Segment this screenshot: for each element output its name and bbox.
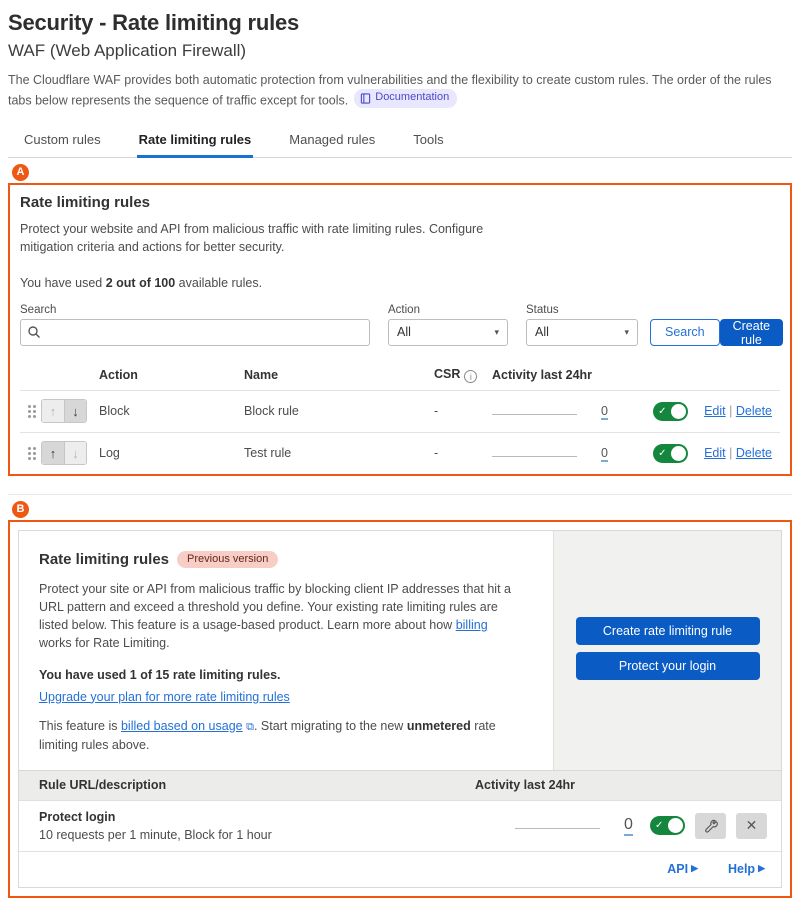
legacy-description-tail: works for Rate Limiting. xyxy=(39,636,170,651)
usage-prefix: You have used xyxy=(20,275,106,290)
rule-action: Block xyxy=(99,404,130,419)
rule-csr: - xyxy=(434,446,439,461)
chevron-right-icon: ▶ xyxy=(691,863,698,874)
info-icon[interactable]: i xyxy=(464,370,477,383)
action-select-value: All xyxy=(397,325,411,340)
legacy-card-footer xyxy=(19,851,781,887)
section-a-heading: Rate limiting rules xyxy=(20,193,151,211)
billing-note-mid: . Start migrating to the new xyxy=(253,718,407,733)
check-icon: ✓ xyxy=(655,820,664,832)
link-separator: | xyxy=(729,446,733,461)
section-b-legacy-rate-limiting xyxy=(8,520,792,898)
col-action: Action xyxy=(99,367,138,382)
rule-name: Block rule xyxy=(244,404,299,419)
tab-custom-rules[interactable]: Custom rules xyxy=(24,131,101,147)
rule-csr: - xyxy=(434,404,439,419)
search-field-group xyxy=(20,304,370,346)
tab-managed-rules[interactable]: Managed rules xyxy=(289,131,376,147)
status-label: Status xyxy=(526,303,559,316)
create-rate-limiting-rule-button[interactable]: Create rate limiting rule xyxy=(576,617,760,645)
create-rule-button[interactable]: Create rule xyxy=(720,319,784,346)
table-row xyxy=(20,432,780,474)
chevron-down-icon: ▾ xyxy=(494,326,499,337)
activity-count[interactable]: 0 xyxy=(624,816,633,836)
csr-label: CSR xyxy=(434,366,461,381)
search-input[interactable] xyxy=(20,319,370,346)
help-link[interactable] xyxy=(728,862,765,876)
drag-handle-icon[interactable] xyxy=(28,405,31,408)
search-icon xyxy=(27,325,41,339)
api-link[interactable] xyxy=(667,862,698,876)
wrench-icon xyxy=(704,819,718,833)
row-links xyxy=(704,404,772,418)
activity-sparkline xyxy=(492,445,577,457)
usage-count: 2 out of 100 xyxy=(105,275,176,290)
action-select[interactable] xyxy=(388,319,508,346)
billing-note-tail: rate limiting rules above. xyxy=(39,718,496,752)
move-up-button[interactable]: ↑ xyxy=(42,400,64,422)
move-up-button[interactable]: ↑ xyxy=(42,442,64,464)
filter-bar xyxy=(20,304,780,346)
section-divider xyxy=(8,494,792,495)
row-links xyxy=(704,446,772,460)
col-activity xyxy=(492,368,632,382)
edit-link[interactable]: Edit xyxy=(704,446,726,461)
previous-version-badge: Previous version xyxy=(177,551,278,568)
status-select-value: All xyxy=(535,325,549,340)
link-separator: | xyxy=(729,404,733,419)
activity-count[interactable]: 0 xyxy=(601,447,608,463)
rule-name: Test rule xyxy=(244,446,292,461)
usage-summary xyxy=(20,276,780,290)
legacy-table-header xyxy=(19,770,781,800)
api-label: API xyxy=(667,861,689,876)
check-icon: ✓ xyxy=(658,405,667,417)
section-a-rate-limiting-rules xyxy=(8,183,792,476)
billing-link[interactable]: billing xyxy=(455,618,488,633)
delete-link[interactable]: Delete xyxy=(735,404,772,419)
legacy-description xyxy=(39,580,519,653)
rule-action: Log xyxy=(99,446,120,461)
col-activity: Activity last 24hr xyxy=(475,778,576,793)
page-description-text: The Cloudflare WAF provides both automatic protection from vulnerabilities and the flexibility to create custom rules. The order of the rules tabs below represents the sequence of traffic except for tools. xyxy=(8,73,772,108)
reorder-controls xyxy=(41,441,87,465)
unmetered-emphasis: unmetered xyxy=(406,718,471,733)
search-label: Search xyxy=(20,303,57,316)
legacy-info-panel xyxy=(19,531,553,770)
upgrade-plan-link[interactable]: Upgrade your plan for more rate limiting rules xyxy=(39,689,290,704)
delete-rule-button[interactable] xyxy=(736,813,767,839)
activity-label: Activity last 24hr xyxy=(492,367,593,382)
search-button[interactable]: Search xyxy=(650,319,720,346)
toggle-knob xyxy=(668,818,683,833)
close-icon: ✕ xyxy=(745,817,758,834)
edit-link[interactable]: Edit xyxy=(704,404,726,419)
annotation-marker-b: B xyxy=(12,501,29,518)
rule-enabled-toggle[interactable] xyxy=(653,444,688,463)
rules-tabbar xyxy=(8,126,792,158)
toggle-knob xyxy=(671,404,686,419)
legacy-card xyxy=(18,530,782,888)
legacy-rule-description: 10 requests per 1 minute, Block for 1 hour xyxy=(39,827,272,842)
legacy-rule-title: Protect login xyxy=(39,809,116,824)
page-title: Security - Rate limiting rules xyxy=(8,10,300,35)
toggle-knob xyxy=(671,446,686,461)
help-label: Help xyxy=(727,861,756,876)
move-down-button[interactable]: ↓ xyxy=(64,400,86,422)
drag-handle-icon[interactable] xyxy=(28,447,31,450)
rule-activity xyxy=(492,445,632,463)
page-subtitle: WAF (Web Application Firewall) xyxy=(8,41,247,60)
legacy-usage: You have used 1 of 15 rate limiting rules. xyxy=(39,668,281,683)
legacy-description-text: Protect your site or API from malicious traffic by blocking client IP addresses that hit a URL pattern and exceed a threshold you define. Your existing rate limiting rules are listed below. This feature is a usage-based product. Learn more about how xyxy=(39,581,511,633)
edit-rule-button[interactable] xyxy=(695,813,726,839)
chevron-right-icon: ▶ xyxy=(758,863,765,874)
table-row xyxy=(20,390,780,432)
documentation-label: Documentation xyxy=(375,91,450,104)
activity-count[interactable]: 0 xyxy=(601,405,608,421)
tab-tools[interactable]: Tools xyxy=(413,131,444,147)
rule-activity xyxy=(492,403,632,421)
page-description xyxy=(8,71,792,110)
check-icon: ✓ xyxy=(658,447,667,459)
billed-usage-link[interactable]: billed based on usage xyxy=(120,718,243,733)
billing-note-prefix: This feature is xyxy=(39,718,121,733)
legacy-rule-info xyxy=(39,810,272,842)
chevron-down-icon: ▾ xyxy=(624,326,629,337)
reorder-controls xyxy=(41,399,87,423)
rules-table-header xyxy=(20,362,780,390)
legacy-rule-toggle[interactable] xyxy=(650,816,685,835)
rules-table xyxy=(20,362,780,474)
move-down-button[interactable]: ↓ xyxy=(64,442,86,464)
action-filter-group xyxy=(388,304,508,346)
activity-sparkline xyxy=(515,817,600,829)
col-csr xyxy=(434,367,492,384)
rule-enabled-toggle[interactable] xyxy=(653,402,688,421)
usage-suffix: available rules. xyxy=(175,275,263,290)
billing-note xyxy=(39,717,519,754)
legacy-heading: Rate limiting rules xyxy=(39,550,170,568)
book-icon xyxy=(360,93,371,104)
status-select[interactable] xyxy=(526,319,638,346)
legacy-actions-panel xyxy=(553,531,781,770)
legacy-rule-row xyxy=(19,800,781,851)
external-link-icon: ⧉ xyxy=(246,720,254,733)
section-a-description: Protect your website and API from malicious traffic with rate limiting rules. Configure mitigation criteria and actions for better security. xyxy=(20,221,484,254)
documentation-link[interactable] xyxy=(354,89,457,108)
col-name: Name xyxy=(244,367,279,382)
annotation-marker-a: A xyxy=(12,164,29,181)
tab-rate-limiting-rules[interactable]: Rate limiting rules xyxy=(137,126,254,158)
action-label: Action xyxy=(388,303,420,316)
col-rule-url: Rule URL/description xyxy=(39,778,167,793)
activity-sparkline xyxy=(492,403,577,415)
status-filter-group xyxy=(526,304,638,346)
legacy-rule-activity xyxy=(515,816,640,836)
protect-your-login-button[interactable]: Protect your login xyxy=(576,652,760,680)
delete-link[interactable]: Delete xyxy=(735,446,772,461)
